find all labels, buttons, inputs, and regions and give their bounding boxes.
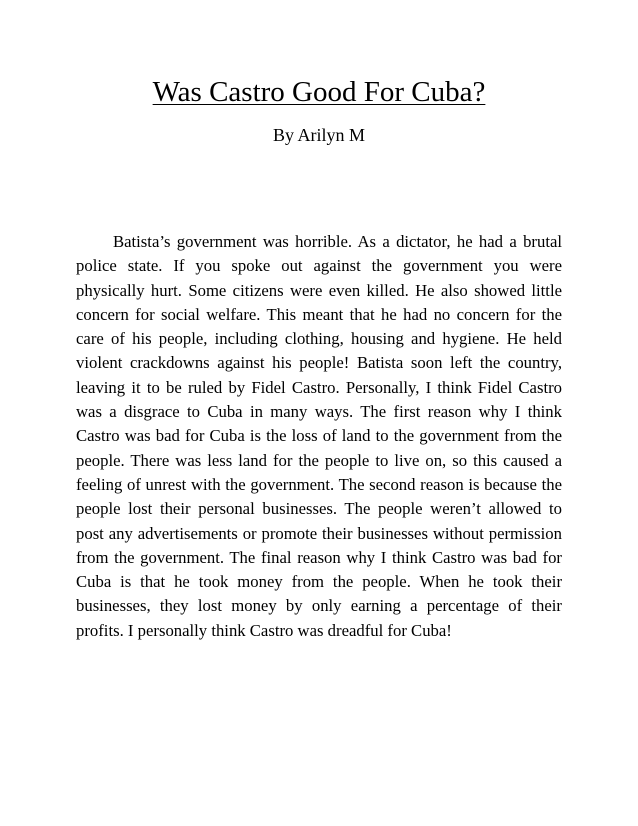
- document-title: Was Castro Good For Cuba?: [152, 76, 486, 108]
- author-byline: By Arilyn M: [272, 125, 365, 145]
- essay-paragraph: Batista’s government was horrible. As a dictator, he had a brutal police state. If you spoke out against the government you were physically hurt. Some citizens were even killed. He also showed little concern for social welfare. This meant that he had no concern for the care of his people, including clothing, housing and hygiene. He held violent crackdowns against his people! Batista soon left the country, leaving it to be ruled by Fidel Castro. Personally, I think Fidel Castro was a disgrace to Cuba in many ways. The first reason why I think Castro was bad for Cuba is the loss of land to the government from the people. There was less land for the people to live on, so this caused a feeling of unrest with the government. The second reason is because the people lost their personal businesses. The people weren’t allowed to post any advertisements or promote their businesses without permission from the government. The final reason why I think Castro was bad for Cuba is that he took money from the people. When he took their businesses, they lost money by only earning a percentage of their profits. I personally think Castro was dreadful for Cuba!: [76, 232, 562, 640]
